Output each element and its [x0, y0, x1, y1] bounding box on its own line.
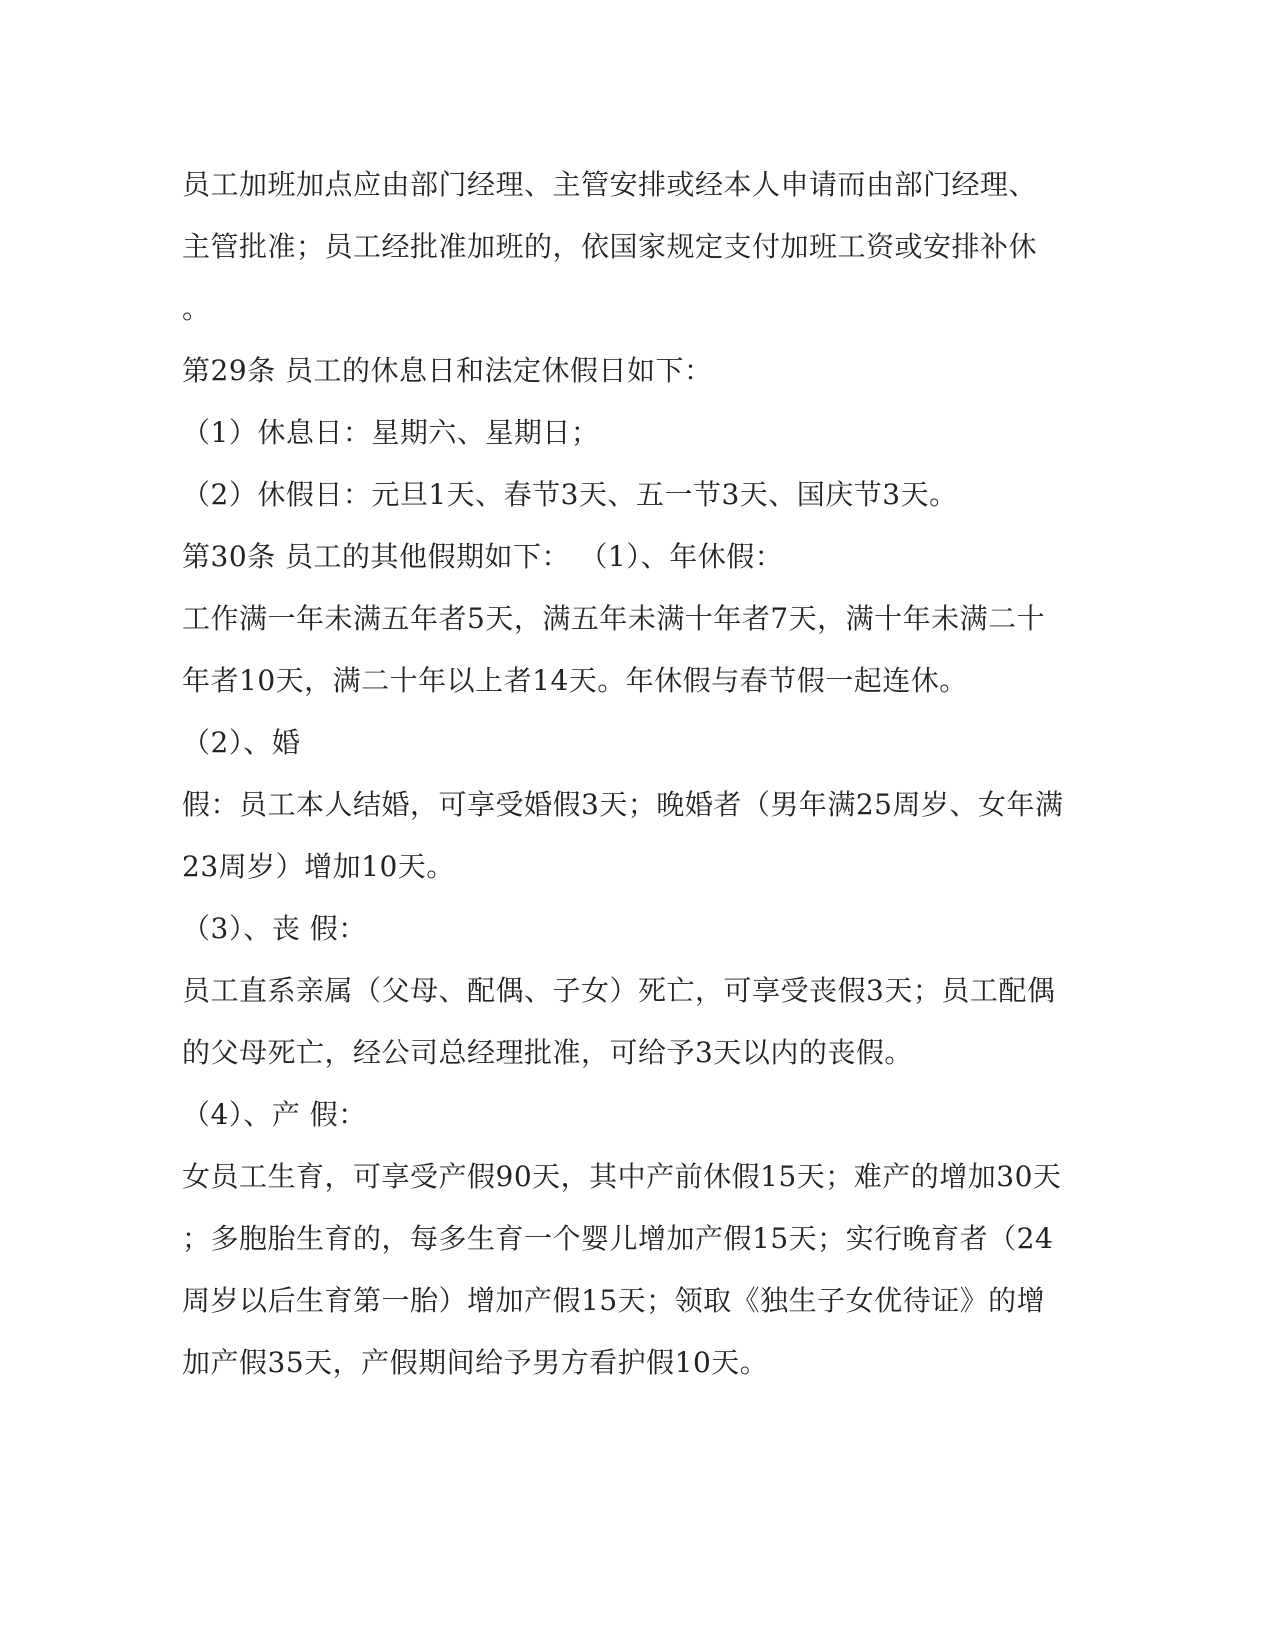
- list-item: （3）、丧 假：: [182, 912, 367, 945]
- paragraph-line: 假：员工本人结婚，可享受婚假3天；晚婚者（男年满25周岁、女年满: [182, 788, 1064, 821]
- paragraph-line: 工作满一年未满五年者5天，满五年未满十年者7天，满十年未满二十: [182, 602, 1046, 635]
- paragraph-line: ；多胞胎生育的，每多生育一个婴儿增加产假15天；实行晚育者（24: [182, 1222, 1054, 1255]
- article-30-heading: 第30条 员工的其他假期如下： （1）、年休假：: [182, 540, 784, 573]
- document-body: [182, 160, 1064, 1400]
- list-item: （2）休假日：元旦1天、春节3天、五一节3天、国庆节3天。: [182, 478, 958, 511]
- list-item: （4）、产 假：: [182, 1098, 367, 1131]
- paragraph-line: 年者10天，满二十年以上者14天。年休假与春节假一起连休。: [182, 664, 968, 697]
- paragraph-line: 员工直系亲属（父母、配偶、子女）死亡，可享受丧假3天；员工配偶: [182, 974, 1056, 1007]
- list-item: （1）休息日：星期六、星期日；: [182, 416, 600, 449]
- paragraph-line: 加产假35天，产假期间给予男方看护假10天。: [182, 1346, 769, 1379]
- article-29-heading: 第29条 员工的休息日和法定休假日如下：: [182, 354, 713, 387]
- list-item: （2）、婚: [182, 726, 301, 759]
- paragraph-line: 23周岁）增加10天。: [182, 850, 455, 883]
- paragraph-line: 。: [182, 292, 211, 325]
- paragraph-line: 主管批准；员工经批准加班的，依国家规定支付加班工资或安排补休: [182, 230, 1038, 263]
- paragraph-line: 周岁以后生育第一胎）增加产假15天；领取《独生子女优待证》的增: [182, 1284, 1046, 1317]
- paragraph-line: 的父母死亡，经公司总经理批准，可给予3天以内的丧假。: [182, 1036, 913, 1069]
- paragraph-line: 员工加班加点应由部门经理、主管安排或经本人申请而由部门经理、: [182, 168, 1038, 201]
- paragraph-line: 女员工生育，可享受产假90天，其中产前休假15天；难产的增加30天: [182, 1160, 1062, 1193]
